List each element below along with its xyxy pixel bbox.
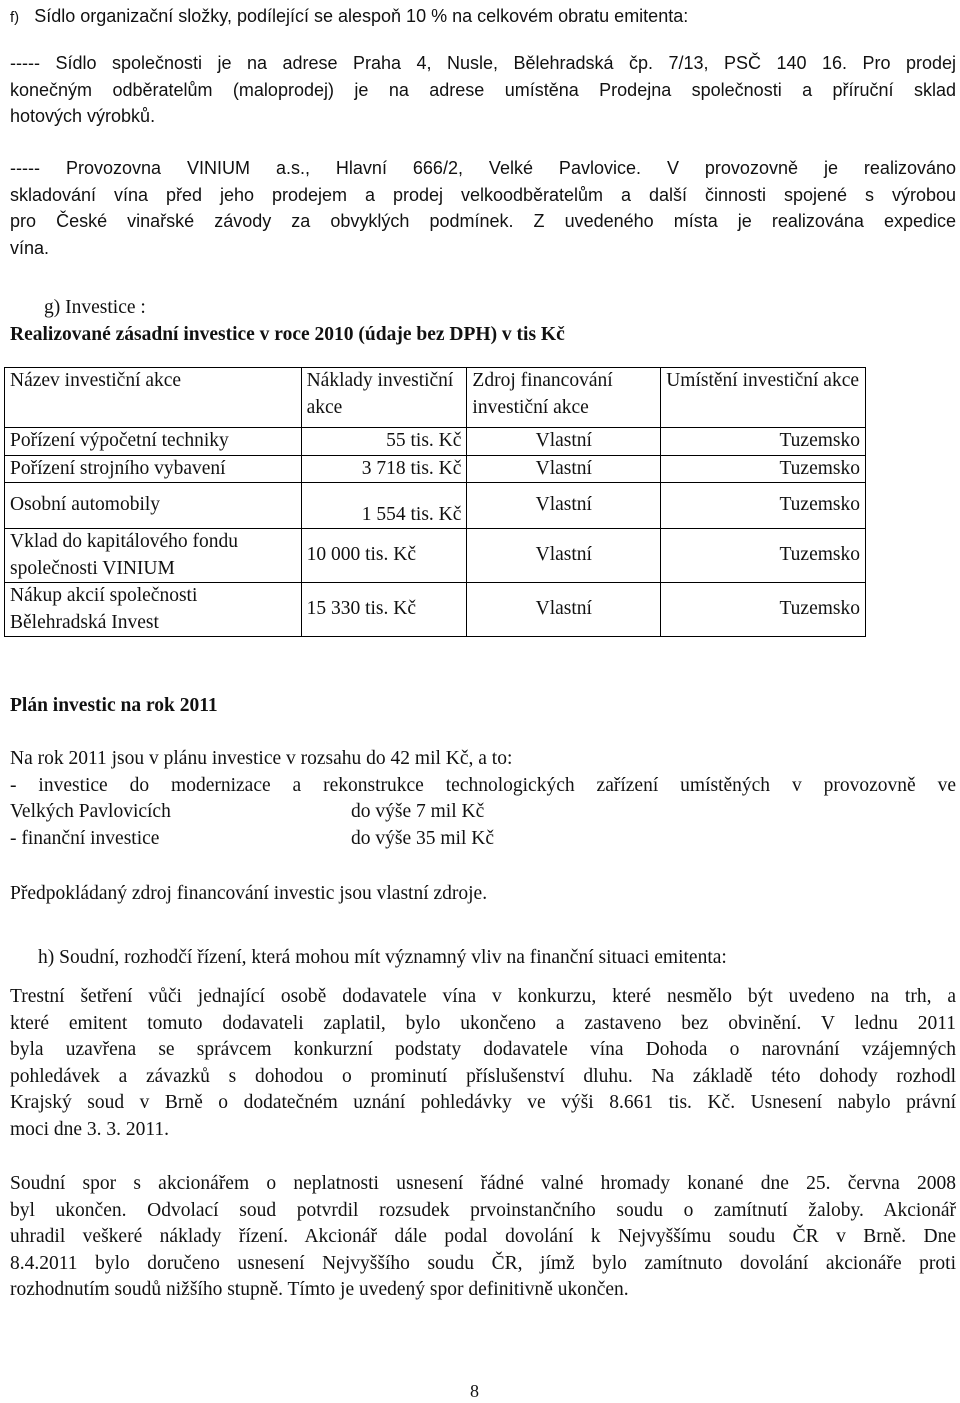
table-row [5,529,866,583]
investment-name: Nákup akcií společnosti Bělehradská Invest [5,583,302,637]
investments-table-title: Realizované zásadní investice v roce 2010 (údaje bez DPH) v tis Kč [10,324,565,345]
investment-location: Tuzemsko [661,583,866,637]
column-header: Zdroj financování investiční akce [467,368,661,428]
investment-location: Tuzemsko [661,455,866,483]
paragraph-line: které emitent tomuto dodavateli zaplatil, bylo ukončeno a zastaveno bez obvinění. V lednu 2011 [10,1012,956,1034]
paragraph-line: byl ukončen. Odvolací soud potvrdil rozsudek prvoinstančního soudu o zamítnutí žaloby. Akcionář [10,1199,956,1221]
investment-name: Vklad do kapitálového fondu společnosti VINIUM [5,529,302,583]
section-f-label: f) [10,9,20,26]
plan-item-2-amount: do výše 35 mil Kč [351,827,494,849]
paragraph-line: uhradil veškeré náklady řízení. Akcionář dále podal dovolání k Nejvyššímu soudu ČR v Brně. Dne [10,1226,956,1247]
paragraph-line: ----- Sídlo společnosti je na adrese Praha 4, Nusle, Bělehradská čp. 7/13, PSČ 140 16. Pro prodej [10,53,956,73]
paragraph-line: skladování vína před jeho prodejem a prodej velkoodběratelům a další činnosti spojené s výrobou [10,184,956,205]
section-h-paragraph-2 [10,1171,956,1304]
plan-item-1-amount: do výše 7 mil Kč [351,801,485,822]
plan-intro: Na rok 2011 jsou v plánu investice v rozsahu do 42 mil Kč, a to: [10,748,513,769]
plan-item-2 [10,826,956,853]
paragraph-line: 8.4.2011 bylo doručeno usnesení Nejvyššího soudu ČR, jímž bylo zamítnuto dovolání akcionáře proti [10,1252,956,1274]
investment-location: Tuzemsko [661,483,866,529]
table-row [5,455,866,483]
paragraph-line: Soudní spor s akcionářem o neplatnosti usnesení řádné valné hromady konané dne 25. června 2008 [10,1173,956,1194]
investment-cost: 3 718 tis. Kč [301,455,467,483]
paragraph-line: byla uzavřena se správcem konkurzní podstaty dodavatele vína Dohoda o narovnání vzájemných [10,1039,956,1060]
investment-source: Vlastní [467,455,661,483]
paragraph-line: konečným odběratelům (maloprodej) je na adrese umístěna Prodejna společnosti a příruční sklad [10,79,956,100]
page-number: 8 [470,1381,479,1401]
paragraph-line: rozhodnutím soudů nižšího stupně. Tímto je uvedený spor definitivně ukončen. [10,1279,629,1300]
plan-item-2-label: - finanční investice [10,827,160,849]
column-header: Název investiční akce [5,368,302,428]
plan-item-1-location: Velkých Pavlovicích [10,801,171,822]
table-row [5,483,866,529]
section-f-paragraph-2 [10,155,956,261]
investment-name: Pořízení strojního vybavení [5,455,302,483]
paragraph-line: moci dne 3. 3. 2011. [10,1118,170,1140]
investment-name: Osobní automobily [5,483,302,529]
investment-cost: 15 330 tis. Kč [301,583,467,637]
section-f-title: Sídlo organizační složky, podílející se alespoň 10 % na celkovém obratu emitenta: [34,6,689,26]
table-header-row [5,368,866,428]
investment-cost: 10 000 tis. Kč [301,529,467,583]
section-h-heading: h) Soudní, rozhodčí řízení, která mohou mít významný vliv na finanční situaci emitenta: [38,947,727,968]
section-f-paragraph-1 [10,50,956,130]
investment-source: Vlastní [467,428,661,456]
plan-title: Plán investic na rok 2011 [10,695,218,716]
paragraph-line: ----- Provozovna VINIUM a.s., Hlavní 666/2, Velké Pavlovice. V provozovně je realizováno [10,158,956,178]
paragraph-line: pro České vinařské závody za obvyklých podmínek. Z uvedeného místa je realizována expedice [10,211,956,231]
plan-item-1: - investice do modernizace a rekonstrukce technologických zařízení umístěných v provozovně ve [10,774,956,796]
paragraph-line: pohledávek a závazků s dohodou o prominutí příslušenství dluhu. Na základě této dohody rozhodl [10,1065,956,1087]
section-g-label: g) Investice : [44,297,146,318]
paragraph-line: vína. [10,237,50,258]
investments-table [4,367,866,637]
paragraph-line: hotových výrobků. [10,106,156,126]
investment-cost: 55 tis. Kč [301,428,467,456]
investment-location: Tuzemsko [661,529,866,583]
plan-funding: Předpokládaný zdroj financování investic jsou vlastní zdroje. [10,883,488,904]
investment-location: Tuzemsko [661,428,866,456]
plan-section [10,746,956,852]
paragraph-line: Krajský soud v Brně o dodatečném uznání pohledávky ve výši 8.661 tis. Kč. Usnesení nabylo právní [10,1092,956,1113]
investment-source: Vlastní [467,529,661,583]
investment-cost: 1 554 tis. Kč [301,483,467,529]
section-h-paragraph-1 [10,984,956,1143]
paragraph-line: Trestní šetření vůči jednající osobě dodavatele vína v konkurzu, které nesmělo být uvedeno na trh, a [10,986,956,1007]
plan-item-1-detail [10,799,956,826]
investment-name: Pořízení výpočetní techniky [5,428,302,456]
column-header: Umístění investiční akce [661,368,866,428]
investment-source: Vlastní [467,483,661,529]
section-f-heading [10,3,956,32]
table-row [5,428,866,456]
column-header: Náklady investiční akce [301,368,467,428]
investment-source: Vlastní [467,583,661,637]
table-row [5,583,866,637]
